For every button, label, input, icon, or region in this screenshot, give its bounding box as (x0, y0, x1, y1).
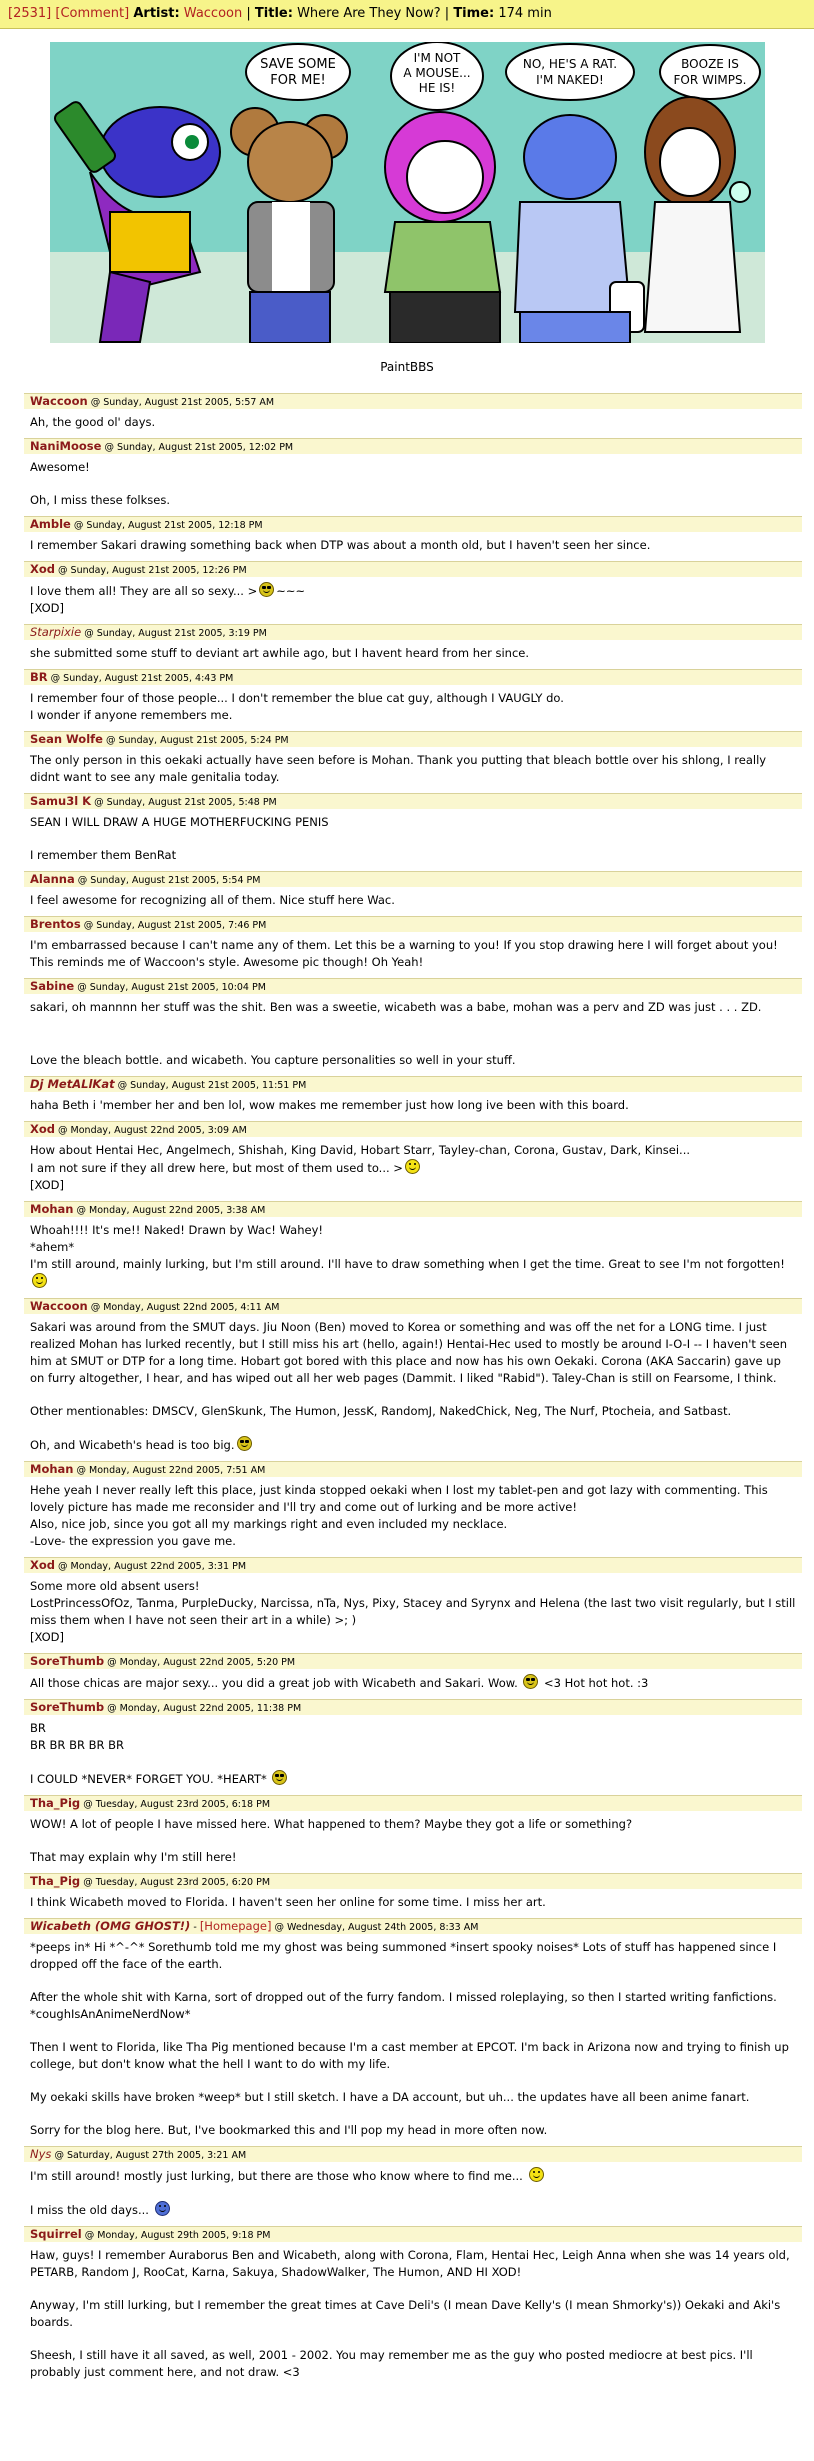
comment-body: WOW! A lot of people I have missed here. What happened to them? Maybe they got a life or something? That may explain why I'm still here! (30, 1817, 633, 1864)
comment-body: I think Wicabeth moved to Florida. I haven't seen her online for some time. I miss her art. (30, 1895, 546, 1909)
comment-header (24, 1795, 802, 1811)
smiley-icon (272, 1770, 287, 1785)
comment-date: @ Sunday, August 21st 2005, 10:04 PM (77, 982, 266, 993)
svg-text:A MOUSE...: A MOUSE... (402, 66, 471, 80)
comment-body: haha Beth i 'member her and ben lol, wow makes me remember just how long ive been with this board. (30, 1098, 629, 1112)
post-id[interactable]: [2531] (8, 6, 52, 21)
comment-author[interactable]: BR (30, 670, 48, 684)
smiley-icon (259, 582, 274, 597)
smiley-icon (523, 1674, 538, 1689)
artwork-drawing (50, 42, 765, 343)
artist-label: Artist: (133, 6, 180, 21)
comment-header (24, 1699, 802, 1715)
comment-date: @ Sunday, August 21st 2005, 5:57 AM (90, 397, 275, 408)
post-header (0, 0, 814, 29)
app-label: PaintBBS (380, 360, 434, 374)
svg-text:I'M NOT: I'M NOT (413, 51, 460, 65)
comment-body: I'm embarrassed because I can't name any of them. Let this be a warning to you! If you stop drawing here I will forget about you! This reminds me of Waccoon's style. Awesome pic though! Oh Yeah! (30, 938, 778, 969)
smiley-icon (32, 1273, 47, 1288)
comment (24, 871, 802, 909)
comment-body: I'm still around! mostly just lurking, but there are those who know where to find me... I miss the old days... (24, 2162, 802, 2219)
comment (24, 1795, 802, 1866)
comment-date: @ Tuesday, August 23rd 2005, 6:20 PM (83, 1877, 271, 1888)
svg-text:HE IS!: HE IS! (418, 81, 455, 95)
svg-text:SAVE SOME: SAVE SOME (259, 57, 336, 72)
comment-date: @ Sunday, August 21st 2005, 7:46 PM (83, 920, 267, 931)
comment (24, 624, 802, 662)
comment-header (24, 1918, 802, 1934)
comment-body: SEAN I WILL DRAW A HUGE MOTHERFUCKING PENIS I remember them BenRat (30, 815, 329, 862)
speech-bubble (246, 44, 350, 100)
separator: | (246, 6, 251, 21)
comment (24, 1461, 802, 1550)
comment-header (24, 438, 802, 454)
comment-date: @ Monday, August 22nd 2005, 3:38 AM (76, 1205, 266, 1216)
comment (24, 2226, 802, 2381)
comment (24, 1699, 802, 1788)
comment (24, 438, 802, 509)
comment-header (24, 516, 802, 532)
svg-text:FOR ME!: FOR ME! (269, 73, 326, 88)
comment-header (24, 1121, 802, 1137)
comment-header (24, 1298, 802, 1314)
comment-date: @ Monday, August 22nd 2005, 11:38 PM (107, 1703, 302, 1714)
comment-header (24, 561, 802, 577)
comment (24, 1918, 802, 2139)
svg-text:FOR WIMPS.: FOR WIMPS. (673, 73, 746, 87)
comment-date: @ Sunday, August 21st 2005, 12:02 PM (104, 442, 294, 453)
smiley-icon (529, 2167, 544, 2182)
comment-header (24, 731, 802, 747)
comment (24, 1121, 802, 1194)
comment-date: @ Tuesday, August 23rd 2005, 6:18 PM (83, 1799, 271, 1810)
comment-author[interactable]: Mohan (30, 1202, 74, 1216)
comment-body: I remember four of those people... I don't remember the blue cat guy, although I VAUGLY do. I wonder if anyone remembers me. (30, 691, 564, 722)
separator: | (444, 6, 450, 21)
comment-author[interactable]: Tha_Pig (30, 1874, 81, 1888)
comment-author[interactable]: SoreThumb (30, 1654, 105, 1668)
comment-date: @ Sunday, August 21st 2005, 5:54 PM (77, 875, 261, 886)
comment-date: @ Wednesday, August 24th 2005, 8:33 AM (274, 1922, 479, 1933)
comment-body: Hehe yeah I never really left this place, just kinda stopped oekaki when I lost my tablet-pen and got lazy with commenting. This lovely picture has made me reconsider and I'll try and come out of lurking and be more active! Also, nice job, since you got all my markings right and even included my necklace. -Love- the expression you gave me. (30, 1483, 768, 1548)
comment (24, 1298, 802, 1454)
comment-header (24, 1201, 802, 1217)
comment-body: I love them all! They are all so sexy... > ~~~ [XOD] (30, 584, 306, 615)
comment-author[interactable]: Sabine (30, 979, 75, 993)
time-label: Time: (453, 6, 495, 21)
comment-date: @ Sunday, August 21st 2005, 5:48 PM (94, 797, 277, 808)
comment (24, 516, 802, 554)
smiley-icon (237, 1436, 252, 1451)
comment (24, 669, 802, 724)
comment-date: @ Monday, August 22nd 2005, 3:31 PM (58, 1561, 247, 1572)
comment-author[interactable]: Dj MetALlKat (30, 1077, 115, 1091)
comment-author[interactable]: Xod (30, 562, 55, 576)
comment (24, 393, 802, 431)
comment-author[interactable]: Waccoon (30, 1299, 88, 1313)
comment-header (24, 871, 802, 887)
comment-date: @ Sunday, August 21st 2005, 12:18 PM (73, 520, 263, 531)
comment-author[interactable]: Xod (30, 1122, 55, 1136)
comment-date: @ Sunday, August 21st 2005, 3:19 PM (84, 628, 267, 639)
comment-date: @ Monday, August 22nd 2005, 5:20 PM (107, 1657, 296, 1668)
comment-author[interactable]: Starpixie (30, 625, 82, 639)
comment (24, 978, 802, 1069)
comment-author[interactable]: Wicabeth (OMG GHOST!) (30, 1919, 191, 1933)
comment-date: @ Monday, August 29th 2005, 9:18 PM (84, 2230, 271, 2241)
comment-body: she submitted some stuff to deviant art awhile ago, but I havent heard from her since. (30, 646, 529, 660)
comment-header (24, 393, 802, 409)
comment-date: @ Monday, August 22nd 2005, 3:09 AM (58, 1125, 247, 1136)
comment (24, 916, 802, 971)
comment-body: The only person in this oekaki actually have seen before is Mohan. Thank you putting that bleach bottle over his shlong, I really didnt want to see any male genitalia today. (30, 753, 767, 784)
artist-link[interactable]: Waccoon (183, 6, 243, 21)
comment-header (24, 793, 802, 809)
comment-header (24, 669, 802, 685)
comment-link[interactable]: [Comment] (55, 6, 130, 21)
comment-author[interactable]: Squirrel (30, 2227, 82, 2241)
speech-bubble (506, 44, 634, 100)
comment-body: Some more old absent users! LostPrincessOfOz, Tanma, PurpleDucky, Narcissa, nTa, Nys, Pixy, Stacey and Syrynx and Helena (the last two visit regularly, but I still miss them when I have not seen their art in a while) >; ) [XOD] (30, 1579, 796, 1644)
comment-header (24, 2146, 802, 2162)
comment-author[interactable]: Tha_Pig (30, 1796, 81, 1810)
svg-text:BOOZE IS: BOOZE IS (680, 57, 739, 71)
smiley-icon (155, 2201, 170, 2216)
comment-body: Haw, guys! I remember Auraborus Ben and Wicabeth, along with Corona, Flam, Hentai Hec, Leigh Anna when she was 14 years old, PETARB, Random J, RooCat, Karna, Sakuya, ShadowWalker, The Humon, AND HI XOD! Anyway, I'm still lurking, but I remember the great times at Cave Deli's (I mean Dave Kelly's (I mean Shmorky's)) Oekaki and Aki's boards. Sheesh, I still have it all saved, as well, 2001 - 2002. You may remember me as the guy who posted mediocre at best pics. I'll probably just comment here, and not draw. <3 (30, 2248, 790, 2379)
title-label: Title: (254, 6, 293, 21)
comment-body: sakari, oh mannnn her stuff was the shit. Ben was a sweetie, wicabeth was a babe, mohan was a perv and ZD was just . . . ZD. Love the bleach bottle. and wicabeth. You capture personalities so well in your stuff. (30, 1000, 762, 1067)
comment-date: @ Sunday, August 21st 2005, 4:43 PM (50, 673, 234, 684)
comment-author[interactable]: Waccoon (30, 394, 88, 408)
oekaki-artwork[interactable] (50, 42, 765, 343)
svg-text:NO, HE'S A RAT.: NO, HE'S A RAT. (522, 57, 617, 71)
comment-header (24, 1461, 802, 1477)
time-value: 174 min (498, 6, 552, 21)
comment-date: @ Monday, August 22nd 2005, 7:51 AM (76, 1465, 266, 1476)
comment-date: @ Monday, August 22nd 2005, 4:11 AM (90, 1302, 280, 1313)
speech-bubble (391, 42, 483, 110)
comment (24, 2146, 802, 2219)
comment (24, 1557, 802, 1646)
smiley-icon (405, 1159, 420, 1174)
comment-body: *peeps in* Hi *^-^* Sorethumb told me my ghost was being summoned *insert spooky noises* Lots of stuff has happened since I dropped off the face of the earth. After the whole shit with Karna, sort of dropped out of the furry fandom. I missed roleplaying, so then I started writing fanfictions. *coughIsAnAnimeNerdNow* Then I went to Florida, like Tha Pig mentioned because I'm a cast member at EPCOT. I'm back in Arizona now and trying to finish up college, but don't know what the hell I want to do with my life. My oekaki skills have broken *weep* but I still sketch. I have a DA account, but uh... the updates have all been anime fanart. Sorry for the blog here. But, I've bookmarked this and I'll pop my head in more often now. (30, 1940, 789, 2137)
comment-body: I feel awesome for recognizing all of them. Nice stuff here Wac. (30, 893, 395, 907)
comment (24, 1873, 802, 1911)
comment-header (24, 978, 802, 994)
comment-author[interactable]: Amble (30, 517, 71, 531)
comment (24, 1653, 802, 1692)
comment-date: @ Sunday, August 21st 2005, 12:26 PM (58, 565, 247, 576)
comment-header (24, 2226, 802, 2242)
comment-author[interactable]: NaniMoose (30, 439, 102, 453)
comment-body: All those chicas are major sexy... you did a great job with Wicabeth and Sakari. Wow. <3 Hot hot hot. :3 (30, 1676, 649, 1690)
comment-header (24, 916, 802, 932)
comment-author[interactable]: Nys (30, 2147, 52, 2161)
comment-author[interactable]: Alanna (30, 872, 75, 886)
comment-body: BR BR BR BR BR BR I COULD *NEVER* FORGET YOU. *HEART* (24, 1715, 802, 1788)
comment-header (24, 624, 802, 640)
title-value: Where Are They Now? (297, 6, 441, 21)
comment-header (24, 1653, 802, 1669)
pink-hair-character (385, 112, 500, 343)
comment-body: I remember Sakari drawing something back when DTP was about a month old, but I haven't seen her since. (30, 538, 651, 552)
comment-author[interactable]: Sean Wolfe (30, 732, 103, 746)
separator: - (193, 1922, 197, 1933)
comment-list (24, 393, 802, 2388)
comment (24, 561, 802, 617)
homepage-link[interactable]: [Homepage] (199, 1919, 272, 1933)
comment-header (24, 1076, 802, 1092)
comment-header (24, 1873, 802, 1889)
comment-author[interactable]: Mohan (30, 1462, 74, 1476)
comment-date: @ Sunday, August 21st 2005, 11:51 PM (117, 1080, 307, 1091)
comment-author[interactable]: Xod (30, 1558, 55, 1572)
comment-author[interactable]: Brentos (30, 917, 81, 931)
comment (24, 1201, 802, 1291)
comment-date: @ Saturday, August 27th 2005, 3:21 AM (54, 2150, 247, 2161)
comment-author[interactable]: SoreThumb (30, 1700, 105, 1714)
speech-bubble (660, 45, 760, 99)
comment-body: Ah, the good ol' days. (30, 415, 156, 429)
comment-body: Sakari was around from the SMUT days. Jiu Noon (Ben) moved to Korea or something and was off the net for a LONG time. I just realized Mohan has lurked recently, but I still miss his art (hello, again!) Hentai-Hec used to mostly be around I-O-I -- I haven't seen him at SMUT or DTP for a long time. Hobart got bored with this place and now has his own Oekaki. Corona (AKA Saccarin) gave up on furry altogether, I hear, and has wiped out all her web pages (Dammit. I liked "Rabid"). Taley-Chan is still on Fearsome, I think. Other mentionables: DMSCV, GlenSkunk, The Humon, JessK, RandomJ, NakedChick, Neg, The Nurf, Ptocheia, and Satbast. Oh, and Wicabeth's head is too big. (30, 1320, 788, 1452)
comment-body: How about Hentai Hec, Angelmech, Shishah, King David, Hobart Starr, Tayley-chan, Corona, Gustav, Dark, Kinsei... I am not sure if they all drew here, but most of them used to... > [XOD] (30, 1143, 691, 1192)
comment-header (24, 1557, 802, 1573)
svg-text:I'M NAKED!: I'M NAKED! (535, 73, 604, 87)
comment (24, 1076, 802, 1114)
comment (24, 731, 802, 786)
comment-date: @ Sunday, August 21st 2005, 5:24 PM (105, 735, 289, 746)
comment-body: Awesome! Oh, I miss these folkses. (30, 460, 170, 507)
comment-body: Whoah!!!! It's me!! Naked! Drawn by Wac! Wahey! *ahem* I'm still around, mainly lurking, but I'm still around. I'll have to draw something when I get the time. Great to see I'm not forgotten! (24, 1217, 802, 1291)
comment (24, 793, 802, 864)
comment-author[interactable]: Samu3l K (30, 794, 92, 808)
